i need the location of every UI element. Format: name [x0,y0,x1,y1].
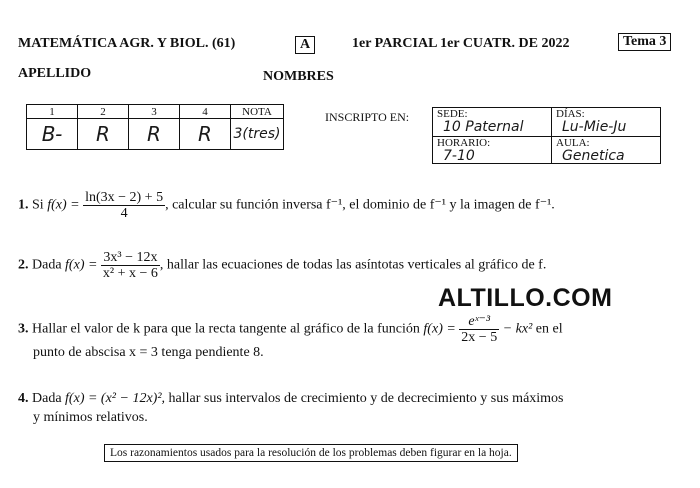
numerator: eˣ⁻³ [468,314,491,329]
question-2 [18,250,546,281]
grade-value: B- [27,119,78,150]
denominator: 4 [83,205,165,221]
function-label: f(x) = (x² − 12x)², [65,391,166,406]
grade-header: 2 [78,105,129,119]
question-intro: Hallar el valor de k para que la recta tangente al gráfico de la función [32,321,420,337]
horario-cell [433,137,552,164]
enrollment-table [432,107,661,164]
question-1 [18,190,555,221]
dias-value: Lu-Mie-Ju [562,119,627,135]
course-title: MATEMÁTICA AGR. Y BIOL. (61) [18,36,236,51]
question-text: hallar sus intervalos de crecimiento y de decrecimiento y sus máximos [168,391,564,406]
question-3 [18,314,563,345]
grade-header-nota: NOTA [231,105,284,119]
function-label: f(x) = [47,197,80,213]
grade-nota-value: 3(tres) [231,119,284,150]
sede-value: 10 Paternal [443,119,524,135]
question-text: , hallar las ecuaciones de todas las asíntotas verticales al gráfico de f. [159,257,547,273]
function-tail: − kx² [502,321,533,337]
question-number: 4. [18,391,29,406]
question-4-line-2: y mínimos relativos. [33,410,148,425]
dias-cell [552,108,661,137]
question-number: 1. [18,197,29,213]
question-intro: Si [32,197,44,213]
grade-header: 1 [27,105,78,119]
grade-value: R [129,119,180,150]
fraction [83,190,165,221]
question-number: 2. [18,257,29,273]
denominator: x² + x − 6 [102,266,158,281]
grades-table [26,104,284,150]
question-text: en el [535,321,563,337]
grade-value: R [180,119,231,150]
fraction [459,314,499,345]
exam-title: 1er PARCIAL 1er CUATR. DE 2022 [352,36,570,51]
sede-label: SEDE: [437,108,468,120]
function-label: f(x) = [423,321,456,337]
horario-label: HORARIO: [437,137,491,149]
surname-label: APELLIDO [18,66,92,81]
question-text: , calcular su función inversa f⁻¹, el dominio de f⁻¹ y la imagen de f⁻¹. [165,197,555,213]
names-label: NOMBRES [263,69,334,84]
numerator: ln(3x − 2) + 5 [85,190,164,205]
sede-cell [433,108,552,137]
question-number: 3. [18,321,29,337]
question-3-line-2: punto de abscisa x = 3 tenga pendiente 8. [33,345,264,360]
question-4 [18,391,564,407]
aula-value: Genetica [562,148,625,164]
question-intro: Dada [32,391,62,406]
theme-box: Tema 3 [618,33,671,51]
watermark: ALTILLO.COM [438,284,613,312]
footnote-box: Los razonamientos usados para la resolución de los problemas deben figurar en la hoja. [104,444,518,462]
numerator: 3x³ − 12x [103,250,158,265]
grade-value: R [78,119,129,150]
question-intro: Dada [32,257,62,273]
aula-cell [552,137,661,164]
grade-header: 4 [180,105,231,119]
grade-header: 3 [129,105,180,119]
dias-label: DÍAS: [556,108,585,120]
fraction [101,250,160,281]
version-box: A [295,36,315,54]
denominator: 2x − 5 [461,330,498,345]
aula-label: AULA: [556,137,590,149]
horario-value: 7-10 [443,148,475,164]
enrollment-label: INSCRIPTO EN: [325,110,410,124]
function-label: f(x) = [65,257,98,273]
